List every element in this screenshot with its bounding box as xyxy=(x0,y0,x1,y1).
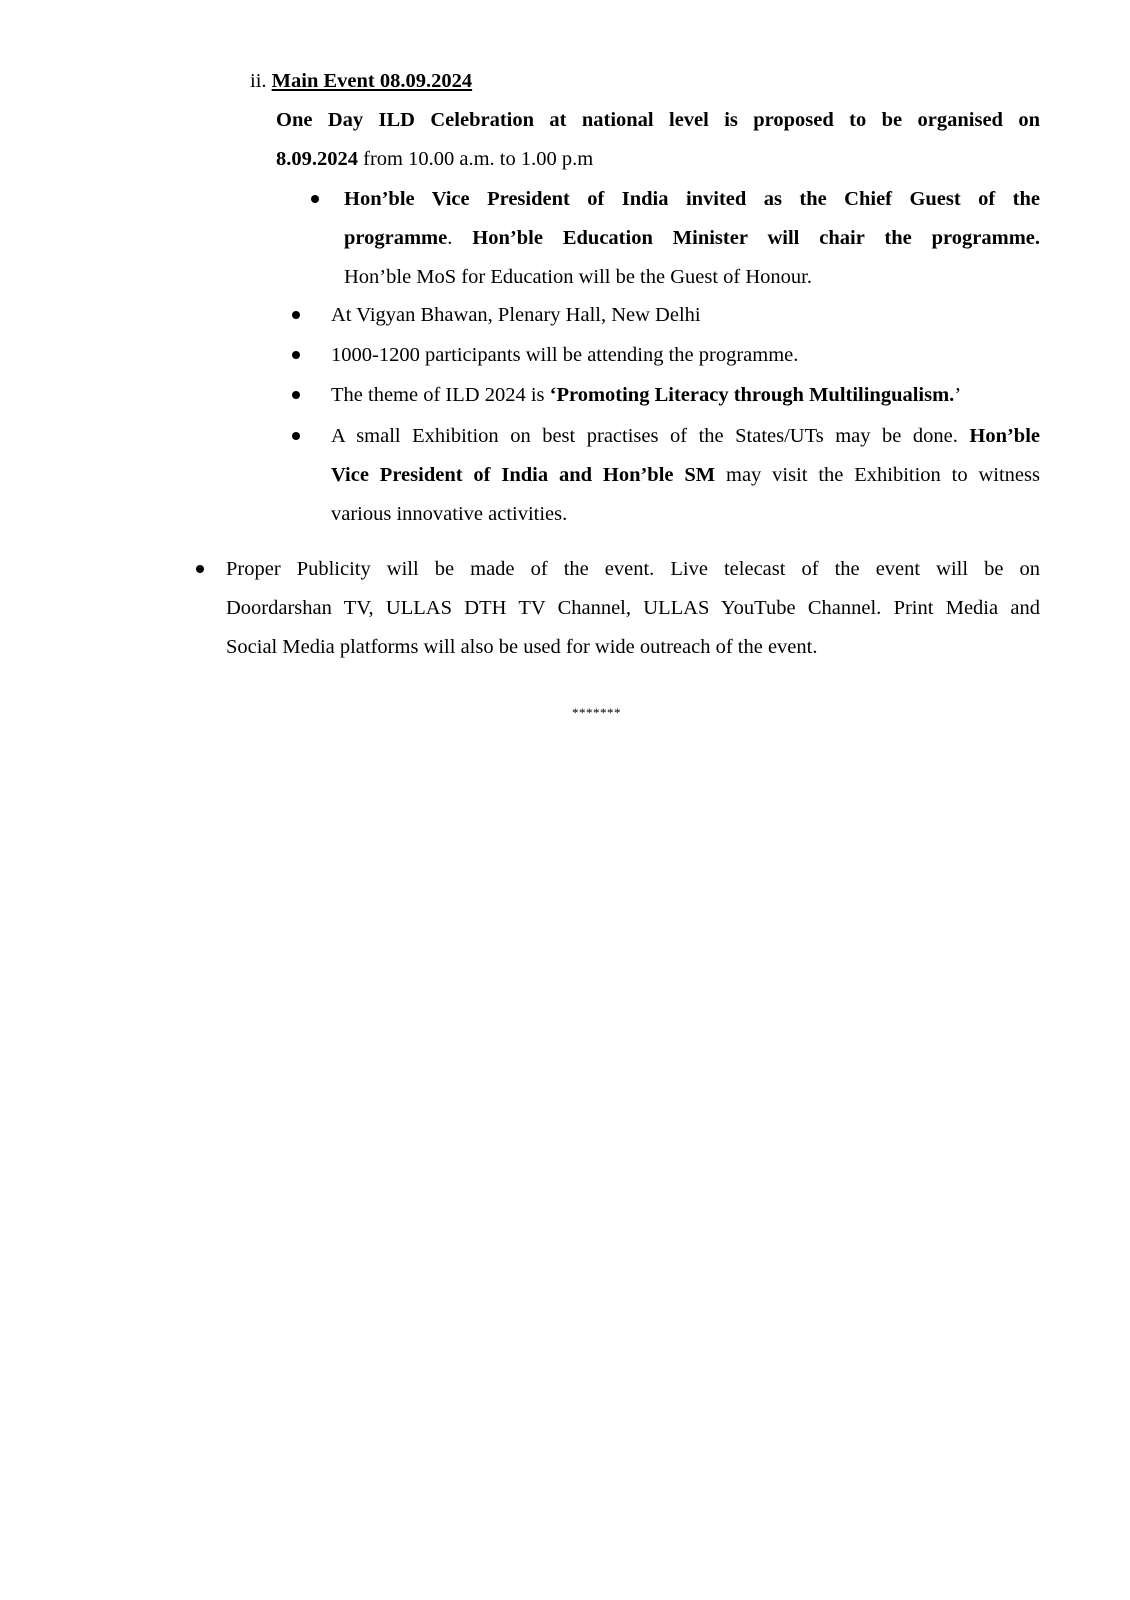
exhibition-line-1: A small Exhibition on best practises of the States/UTs may be done. Hon’ble xyxy=(331,425,1040,447)
bullet-icon xyxy=(292,432,300,440)
guests-line-2: programme. Hon’ble Education Minister will chair the programme. xyxy=(344,227,1041,249)
bullet-icon xyxy=(292,391,300,399)
guests-line-3: Hon’ble MoS for Education will be the Guest of Honour. xyxy=(344,266,813,288)
theme-text: The theme of ILD 2024 is ‘Promoting Literacy through Multilingualism.’ xyxy=(331,384,962,406)
intro-line-1: One Day ILD Celebration at national level is proposed to be organised on xyxy=(276,109,1040,131)
end-marker: ******* xyxy=(572,705,621,720)
publicity-line-1: Proper Publicity will be made of the event. Live telecast of the event will be on xyxy=(226,558,1040,580)
publicity-line-2: Doordarshan TV, ULLAS DTH TV Channel, ULLAS YouTube Channel. Print Media and xyxy=(226,597,1040,619)
guests-line-1: Hon’ble Vice President of India invited as the Chief Guest of the xyxy=(344,188,1040,210)
participants-text: 1000-1200 participants will be attending the programme. xyxy=(331,344,799,366)
section-title: Main Event 08.09.2024 xyxy=(271,70,473,92)
intro-line-2 xyxy=(276,146,593,172)
intro-time: from 10.00 a.m. to 1.00 p.m xyxy=(358,148,594,170)
publicity-line-3: Social Media platforms will also be used for wide outreach of the event. xyxy=(226,636,818,658)
theme-title: ‘Promoting Literacy through Multilingualism. xyxy=(549,384,955,406)
exhibition-line-2: Vice President of India and Hon’ble SM may visit the Exhibition to witness xyxy=(331,464,1040,486)
bullet-icon xyxy=(292,311,300,319)
bullet-icon xyxy=(292,351,300,359)
section-number: ii. xyxy=(250,70,267,92)
exhibition-line-3: various innovative activities. xyxy=(331,503,568,525)
venue-text: At Vigyan Bhawan, Plenary Hall, New Delhi xyxy=(331,304,701,326)
bullet-icon xyxy=(196,565,204,573)
intro-date: 8.09.2024 xyxy=(276,148,358,170)
section-heading xyxy=(250,68,472,94)
bullet-icon xyxy=(311,195,319,203)
